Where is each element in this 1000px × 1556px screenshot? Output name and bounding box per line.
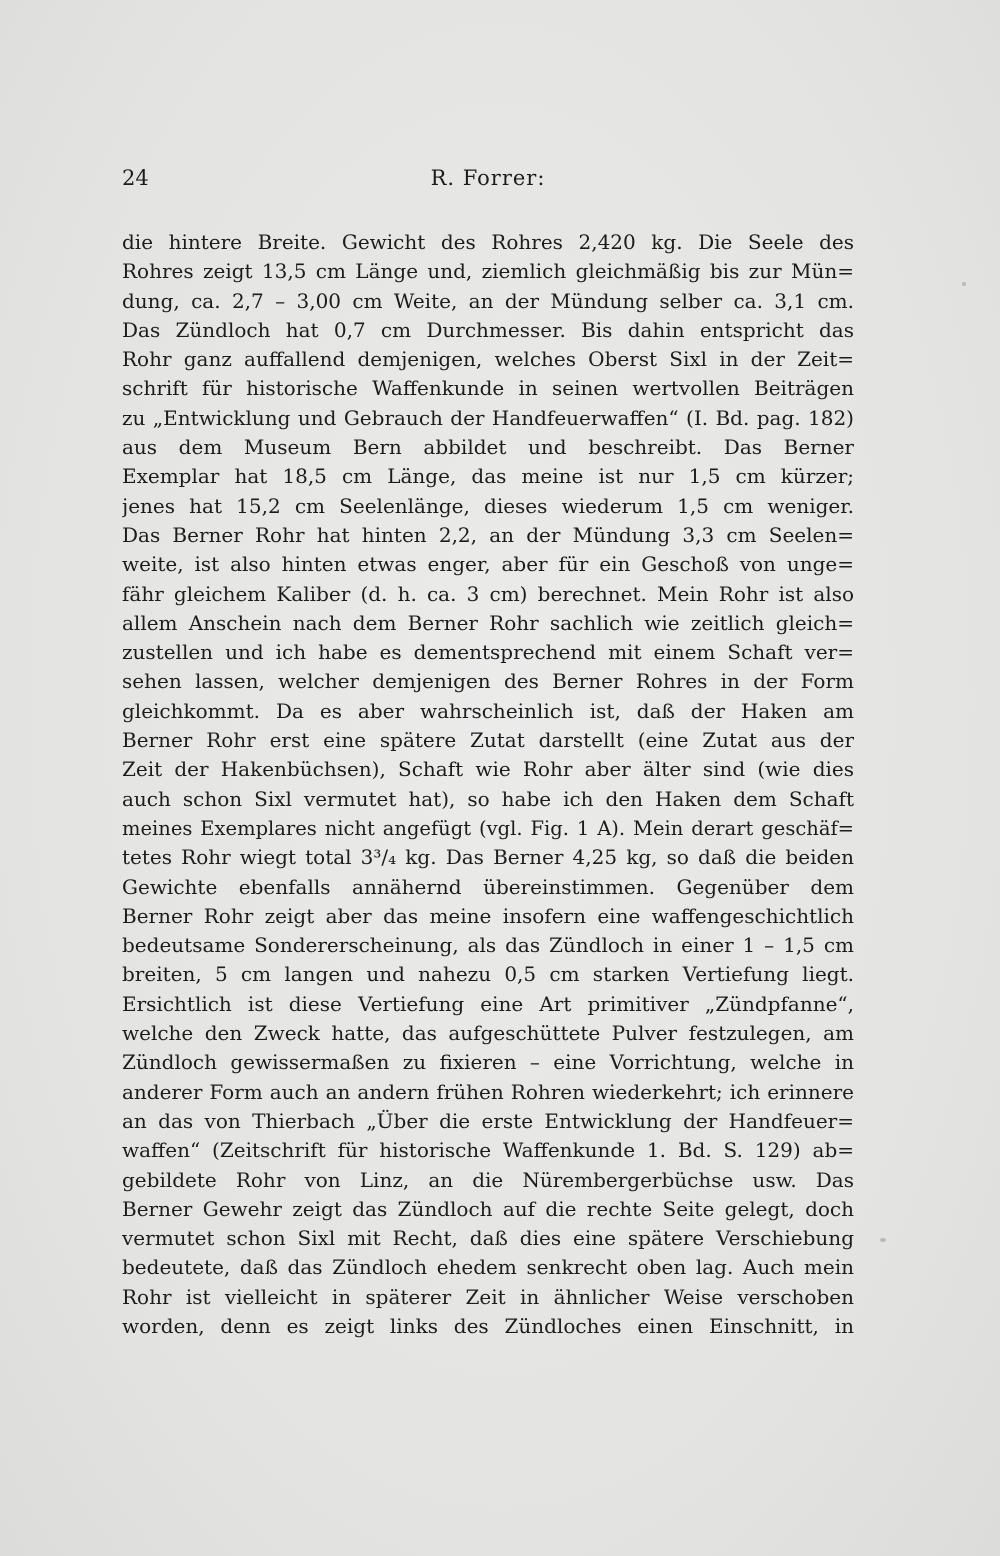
text-line: Ersichtlich ist diese Vertiefung eine Art primitiver „Zündpfanne“, (122, 991, 854, 1016)
text-line: zustellen und ich habe es dementsprechend mit einem Schaft ver= (122, 640, 854, 665)
paper-speck (880, 1238, 886, 1242)
text-line: allem Anschein nach dem Berner Rohr sachlich wie zeitlich gleich= (122, 610, 854, 635)
text-line: welche den Zweck hatte, das aufgeschüttete Pulver festzulegen, am (122, 1021, 854, 1046)
text-line: tetes Rohr wiegt total 3³/₄ kg. Das Berner 4,25 kg, so daß die beiden (122, 845, 854, 870)
text-line: bedeutsame Sondererscheinung, als das Zündloch in einer 1 – 1,5 cm (122, 933, 854, 958)
text-line: an das von Thierbach „Über die erste Entwicklung der Handfeuer= (122, 1108, 854, 1133)
text-line: sehen lassen, welcher demjenigen des Berner Rohres in der Form (122, 669, 854, 694)
text-line: anderer Form auch an andern frühen Rohren wiederkehrt; ich erinnere (122, 1079, 854, 1104)
page-number: 24 (122, 166, 149, 190)
text-line: Zeit der Hakenbüchsen), Schaft wie Rohr aber älter sind (wie dies (122, 757, 854, 782)
text-line: waffen“ (Zeitschrift für historische Waffenkunde 1. Bd. S. 129) ab= (122, 1138, 854, 1163)
text-line: jenes hat 15,2 cm Seelenlänge, dieses wiederum 1,5 cm weniger. (122, 493, 854, 518)
text-line: fähr gleichem Kaliber (d. h. ca. 3 cm) berechnet. Mein Rohr ist also (122, 581, 854, 606)
text-line: die hintere Breite. Gewicht des Rohres 2,420 kg. Die Seele des (122, 230, 854, 254)
paper-speck (962, 282, 966, 286)
body-text (122, 228, 854, 1341)
text-line: worden, denn es zeigt links des Zündloches einen Einschnitt, in (122, 1313, 854, 1338)
text-line: bedeutete, daß das Zündloch ehedem senkrecht oben lag. Auch mein (122, 1255, 854, 1280)
text-line: dung, ca. 2,7 – 3,00 cm Weite, an der Mündung selber ca. 3,1 cm. (122, 288, 854, 313)
text-line: schrift für historische Waffenkunde in seinen wertvollen Beiträgen (122, 376, 854, 401)
running-head: R. Forrer: (430, 166, 546, 190)
page-header (122, 166, 854, 196)
text-line: Zündloch gewissermaßen zu fixieren – eine Vorrichtung, welche in (122, 1050, 854, 1075)
text-line: Rohr ist vielleicht in späterer Zeit in ähnlicher Weise verschoben (122, 1284, 854, 1309)
text-line: vermutet schon Sixl mit Recht, daß dies eine spätere Verschiebung (122, 1226, 854, 1251)
text-line: Berner Gewehr zeigt das Zündloch auf die rechte Seite gelegt, doch (122, 1196, 854, 1221)
text-line: Gewichte ebenfalls annähernd übereinstimmen. Gegenüber dem (122, 874, 854, 899)
text-line: gleichkommt. Da es aber wahrscheinlich ist, daß der Haken am (122, 698, 854, 723)
text-line: zu „Entwicklung und Gebrauch der Handfeuerwaffen“ (I. Bd. pag. 182) (122, 405, 854, 430)
text-line: Exemplar hat 18,5 cm Länge, das meine ist nur 1,5 cm kürzer; (122, 464, 854, 489)
text-line: Berner Rohr erst eine spätere Zutat darstellt (eine Zutat aus der (122, 728, 854, 753)
text-line: Rohr ganz auffallend demjenigen, welches Oberst Sixl in der Zeit= (122, 347, 854, 372)
text-line: breiten, 5 cm langen und nahezu 0,5 cm starken Vertiefung liegt. (122, 962, 854, 987)
text-line: Das Berner Rohr hat hinten 2,2, an der Mündung 3,3 cm Seelen= (122, 522, 854, 547)
text-line: meines Exemplares nicht angefügt (vgl. Fig. 1 A). Mein derart geschäf= (122, 816, 854, 840)
text-line: Das Zündloch hat 0,7 cm Durchmesser. Bis dahin entspricht das (122, 317, 854, 342)
text-line: Rohres zeigt 13,5 cm Länge und, ziemlich gleichmäßig bis zur Mün= (122, 259, 854, 284)
text-line: aus dem Museum Bern abbildet und beschreibt. Das Berner (122, 435, 854, 460)
text-line: Berner Rohr zeigt aber das meine insofern eine waffengeschichtlich (122, 903, 854, 928)
text-line: weite, ist also hinten etwas enger, aber für ein Geschoß von unge= (122, 552, 854, 577)
text-line: gebildete Rohr von Linz, an die Nürembergerbüchse usw. Das (122, 1167, 854, 1192)
text-line: auch schon Sixl vermutet hat), so habe ich den Haken dem Schaft (122, 786, 854, 811)
